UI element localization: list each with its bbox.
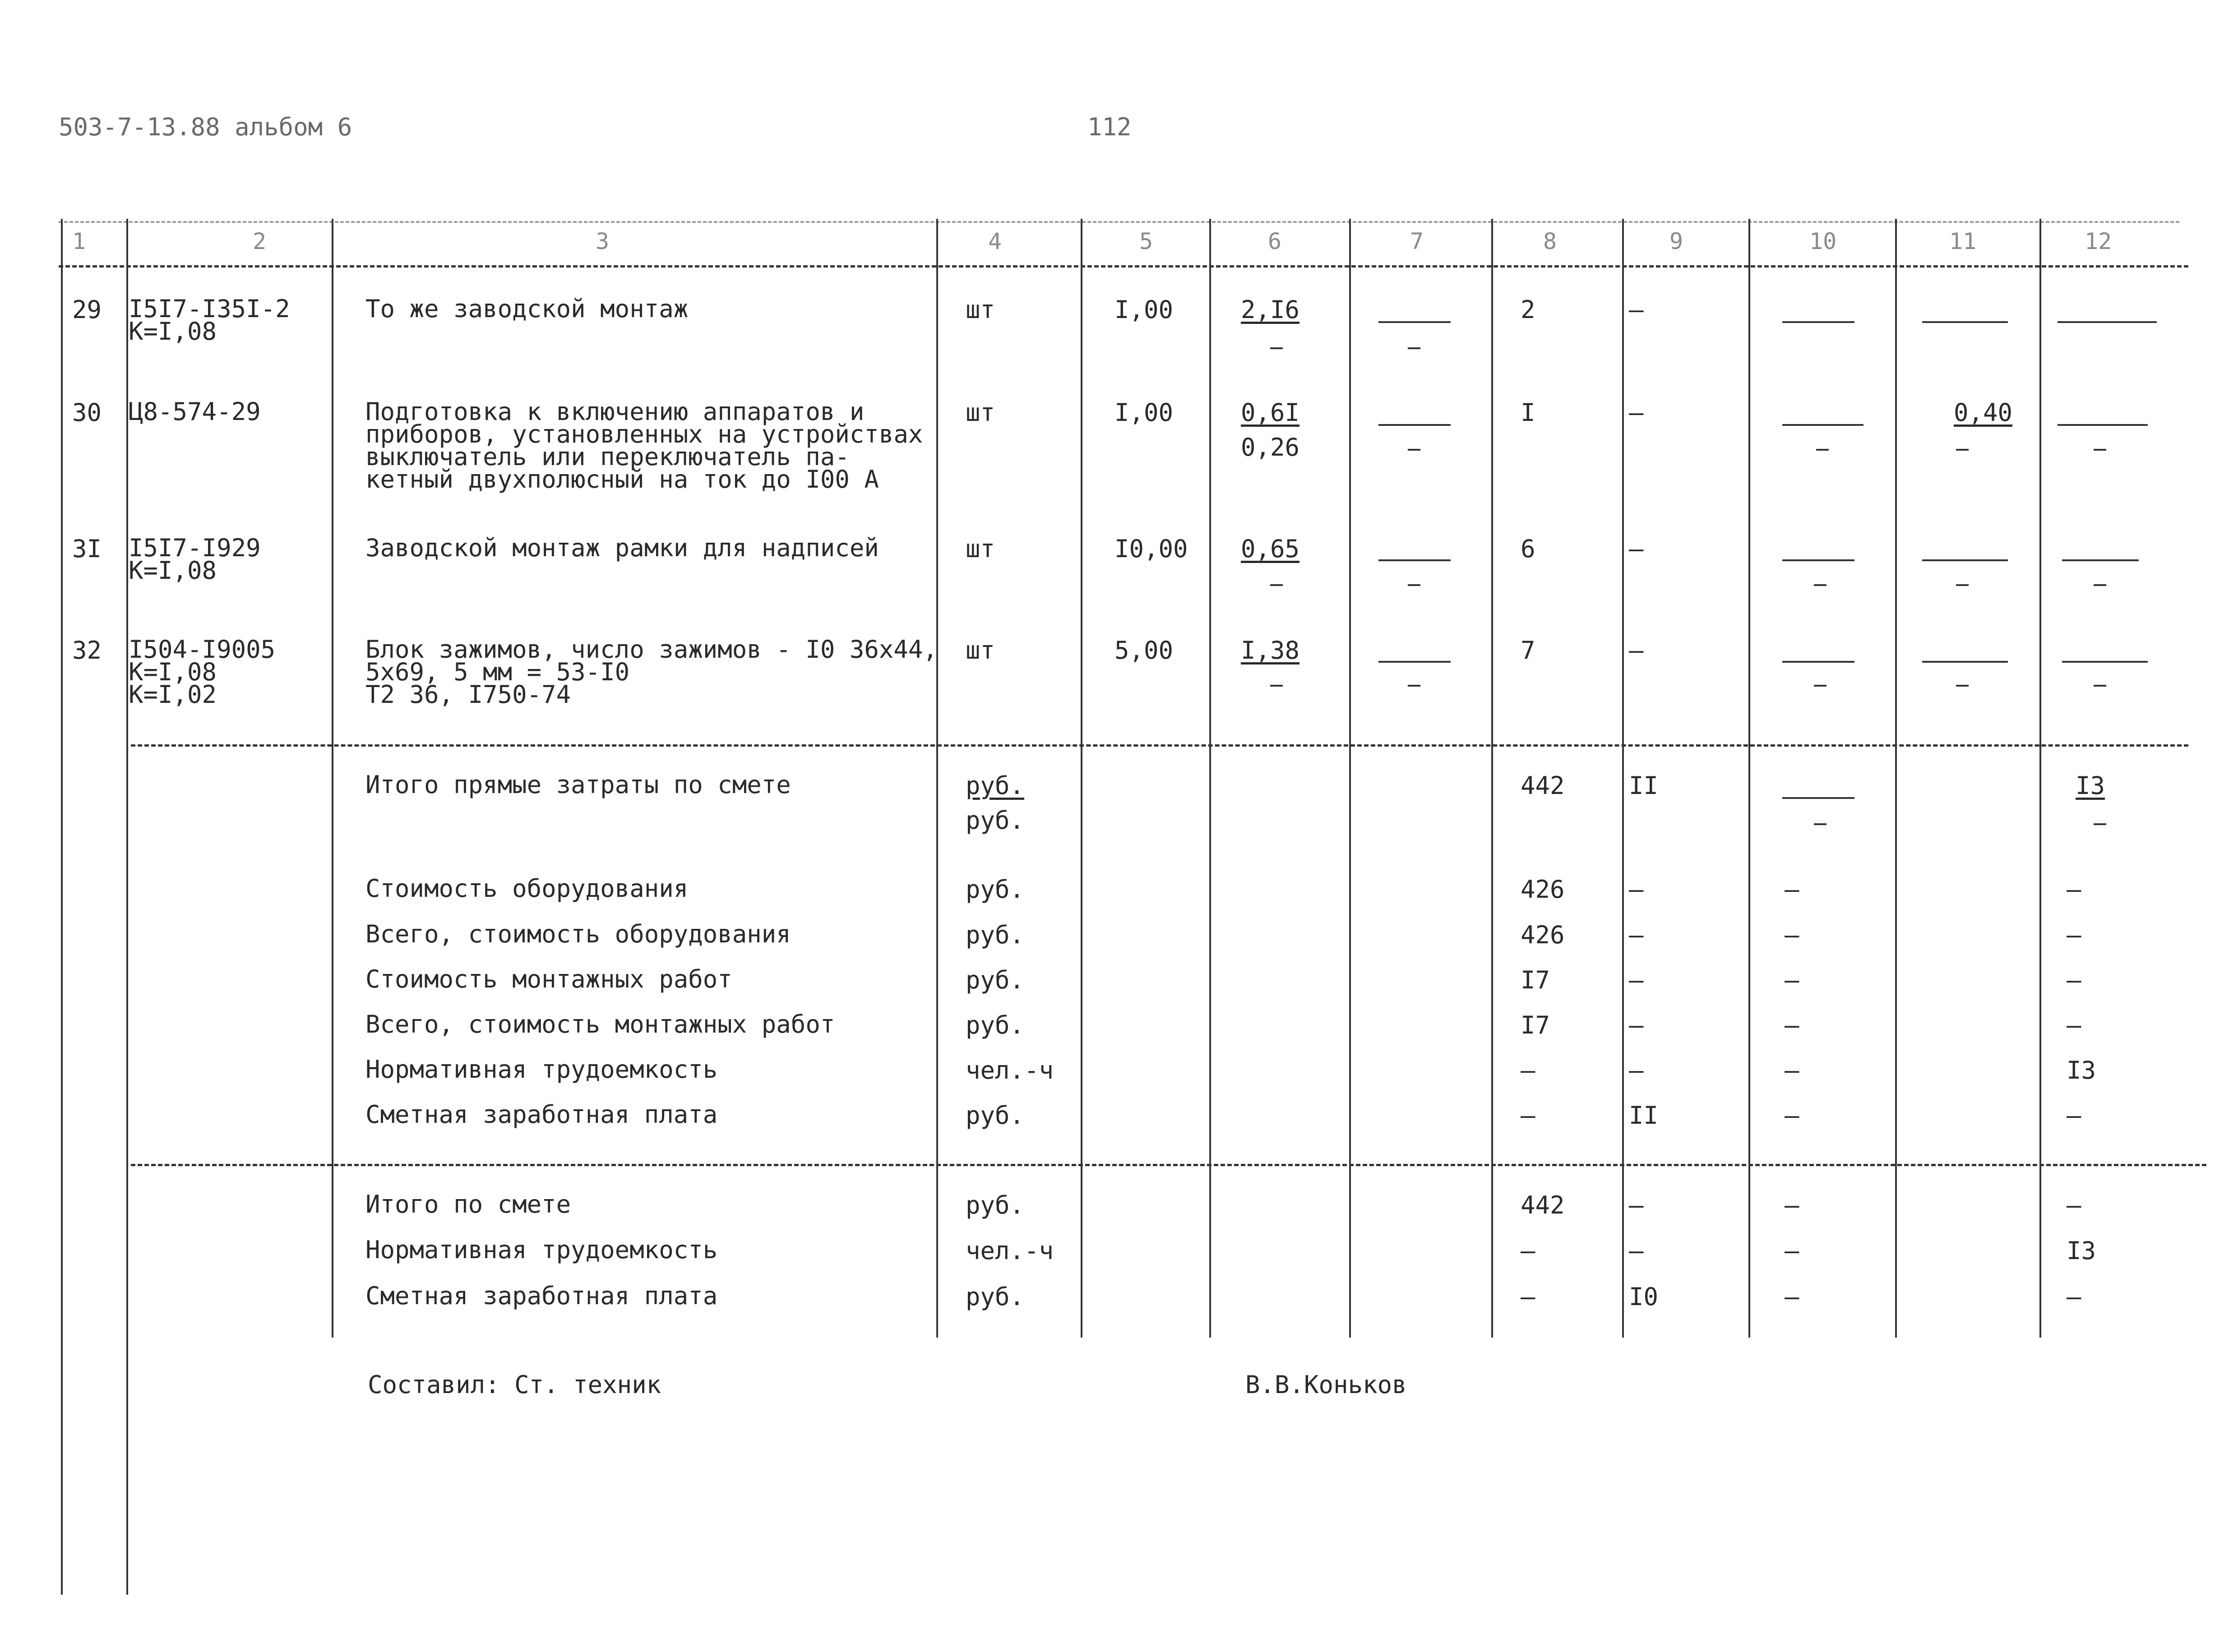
row-c11-bottom-dash: [1956, 685, 1969, 687]
row-c11-fraction: [1922, 559, 2008, 561]
col-head-6: 6: [1268, 228, 1282, 254]
row-c7-bottom-dash: [1408, 347, 1420, 349]
summary-unit: руб.: [966, 921, 1025, 949]
summary-unit: руб.: [966, 1011, 1025, 1039]
row-c11-bottom-dash: [1956, 584, 1969, 586]
document-reference: 503-7-13.88 альбом 6: [59, 113, 352, 141]
summary-c10: –: [1785, 1283, 1799, 1311]
summary-label: Стоимость оборудования: [365, 874, 689, 903]
summary-c12: –: [2067, 1283, 2081, 1311]
col-head-11: 11: [1949, 228, 1977, 254]
summary-c12: –: [2067, 921, 2081, 949]
summary-c8: –: [1521, 1101, 1535, 1130]
summary-c8: I7: [1521, 1011, 1550, 1039]
row-number: 30: [72, 398, 102, 427]
row-c7-fraction: [1378, 661, 1451, 663]
summary-unit-top: руб.: [966, 771, 1025, 800]
summary-c12: –: [2067, 875, 2081, 904]
row-c11-fraction: [1922, 661, 2008, 663]
row-c8: 6: [1521, 535, 1535, 563]
row-unit: шт: [966, 295, 995, 324]
row-qty: I,00: [1114, 398, 1174, 427]
page-number: 112: [1087, 113, 1132, 141]
row-c6-bottom: 0,26: [1241, 433, 1300, 461]
row-code: I5I7-I35I-2 K=I,08: [129, 295, 290, 346]
summary-unit: руб.: [966, 1191, 1025, 1219]
row-c11-bottom-dash: [1956, 449, 1969, 451]
summary-c9: –: [1629, 966, 1644, 994]
summary-c8: 426: [1521, 921, 1565, 949]
summary-label: Сметная заработная плата: [365, 1282, 718, 1310]
row-c6: 0,65: [1241, 535, 1300, 563]
compiled-by-label: Составил: Ст. техник: [368, 1371, 661, 1399]
col-head-1: 1: [72, 228, 86, 254]
row-c8: 7: [1521, 636, 1535, 664]
row-c10-fraction: [1782, 321, 1854, 323]
summary-c8: 426: [1521, 875, 1565, 904]
section-rule-1: [131, 744, 2188, 747]
summary-unit: чел.-ч: [966, 1237, 1054, 1265]
row-c10-fraction: [1782, 661, 1854, 663]
row-c10-bottom-dash: [1814, 685, 1826, 687]
row-c10-bottom-dash: [1816, 449, 1829, 451]
summary-c12: –: [2067, 1101, 2081, 1130]
summary-c8: 442: [1521, 1191, 1565, 1219]
row-c9: –: [1629, 636, 1644, 664]
summary-c9: –: [1629, 1237, 1644, 1265]
summary-c9: II: [1629, 771, 1659, 800]
row-c7-bottom-dash: [1408, 449, 1420, 451]
col-line-9: [1748, 219, 1750, 1338]
summary-c9: –: [1629, 921, 1644, 949]
col-line-6: [1349, 219, 1351, 1338]
row-c12-bottom-dash: [2094, 449, 2106, 451]
row-code: I504-I9005 K=I,08 K=I,02: [129, 635, 276, 709]
row-c7-fraction: [1378, 424, 1451, 426]
col-line-11: [2039, 219, 2041, 1338]
row-unit: шт: [966, 398, 995, 427]
row-c6: 0,6I: [1241, 398, 1300, 427]
row-c6-bottom-dash: [1270, 685, 1283, 687]
col-head-4: 4: [988, 228, 1002, 254]
summary-c8: I7: [1521, 966, 1550, 994]
col-head-10: 10: [1809, 228, 1837, 254]
summary-c12: I3: [2067, 1056, 2096, 1084]
row-c8: I: [1521, 398, 1535, 427]
col-line-4: [1081, 219, 1082, 1338]
row-c7-fraction: [1378, 321, 1451, 323]
summary-label: Сметная заработная плата: [365, 1100, 718, 1129]
summary-label: Нормативная трудоемкость: [365, 1055, 718, 1084]
summary-c8: –: [1521, 1283, 1535, 1311]
row-c7-fraction: [1378, 559, 1451, 561]
summary-c12: –: [2067, 1011, 2081, 1039]
summary-c12: –: [2067, 1191, 2081, 1219]
col-head-3: 3: [596, 228, 610, 254]
summary-label: Итого прямые затраты по смете: [365, 771, 791, 799]
summary-label: Стоимость монтажных работ: [365, 965, 732, 993]
summary-c12: I3: [2076, 771, 2105, 800]
col-head-8: 8: [1543, 228, 1557, 254]
col-line-0: [61, 219, 63, 1595]
row-c7-bottom-dash: [1408, 685, 1420, 687]
summary-c9: –: [1629, 1056, 1644, 1084]
summary-unit-bottom: руб.: [966, 806, 1025, 835]
row-unit: шт: [966, 535, 995, 563]
row-c6-bottom-dash: [1270, 584, 1283, 586]
row-qty: 5,00: [1114, 636, 1174, 664]
summary-c10: –: [1785, 1101, 1799, 1130]
summary-c10: –: [1785, 875, 1799, 904]
row-c12-bottom-dash: [2094, 584, 2106, 586]
summary-c10-bottom-dash: [1814, 823, 1826, 825]
row-c11-fraction: [1922, 321, 2008, 323]
row-code: I5I7-I929 K=I,08: [129, 534, 261, 585]
row-code: Ц8-574-29: [129, 397, 261, 426]
col-line-10: [1895, 219, 1897, 1338]
summary-c9: –: [1629, 875, 1644, 904]
summary-label: Всего, стоимость оборудования: [365, 920, 791, 948]
summary-c10: –: [1785, 921, 1799, 949]
summary-c10: –: [1785, 966, 1799, 994]
summary-unit: руб.: [966, 966, 1025, 994]
row-c10-fraction: [1782, 559, 1854, 561]
summary-c9: I0: [1629, 1283, 1659, 1311]
col-line-8: [1622, 219, 1624, 1338]
col-line-5: [1209, 219, 1211, 1338]
summary-c8: 442: [1521, 771, 1565, 800]
summary-c8: –: [1521, 1056, 1535, 1084]
summary-c12: –: [2067, 966, 2081, 994]
header-top-rule: [59, 221, 2179, 223]
summary-label: Всего, стоимость монтажных работ: [365, 1010, 835, 1038]
row-c12-bottom-dash: [2094, 685, 2106, 687]
row-c12-fraction: [2062, 661, 2148, 663]
header-bottom-rule: [59, 265, 2188, 268]
row-name: То же заводской монтаж: [365, 295, 689, 323]
summary-c10: –: [1785, 1056, 1799, 1084]
col-line-1: [126, 219, 128, 1595]
row-c10-fraction: [1782, 424, 1863, 426]
row-name: Подготовка к включению аппаратов и приборов, установленных на устройствах выключатель или переключатель па- кетный двухполюсный на ток до I00 А: [365, 397, 923, 494]
col-line-2: [332, 219, 333, 1338]
row-c11: 0,40: [1954, 398, 2013, 427]
row-number: 32: [72, 636, 102, 664]
col-head-9: 9: [1669, 228, 1683, 254]
summary-c9: –: [1629, 1191, 1644, 1219]
summary-unit: руб.: [966, 1283, 1025, 1311]
summary-c10: –: [1785, 1237, 1799, 1265]
row-c7-bottom-dash: [1408, 584, 1420, 586]
summary-c10: –: [1785, 1011, 1799, 1039]
col-head-2: 2: [253, 228, 267, 254]
row-c6: 2,I6: [1241, 295, 1300, 324]
summary-c9: II: [1629, 1101, 1659, 1130]
row-c12-fraction: [2058, 424, 2148, 426]
row-number: 3I: [72, 535, 102, 563]
row-qty: I,00: [1114, 295, 1174, 324]
col-head-7: 7: [1410, 228, 1424, 254]
row-c8: 2: [1521, 295, 1535, 324]
row-name: Блок зажимов, число зажимов - I0 36х44, 5х69, 5 мм = 53-I0 Т2 36, I750-74: [365, 635, 938, 709]
summary-unit: чел.-ч: [966, 1056, 1054, 1084]
summary-c10-fraction: [1782, 797, 1854, 799]
col-head-12: 12: [2085, 228, 2112, 254]
row-name: Заводской монтаж рамки для надписей: [365, 534, 879, 562]
summary-label: Нормативная трудоемкость: [365, 1236, 718, 1264]
summary-c9: –: [1629, 1011, 1644, 1039]
section-rule-2: [131, 1164, 2206, 1166]
row-c10-bottom-dash: [1814, 584, 1826, 586]
summary-label: Итого по смете: [365, 1190, 571, 1218]
summary-unit: руб.: [966, 875, 1025, 904]
col-line-3: [936, 219, 938, 1338]
row-unit: шт: [966, 636, 995, 664]
row-c12-fraction: [2058, 321, 2157, 323]
author-name: В.В.Коньков: [1245, 1371, 1407, 1399]
row-c6: I,38: [1241, 636, 1300, 664]
row-c9: –: [1629, 398, 1644, 427]
summary-c10: –: [1785, 1191, 1799, 1219]
summary-unit: руб.: [966, 1101, 1025, 1130]
col-head-5: 5: [1139, 228, 1153, 254]
row-number: 29: [72, 295, 102, 324]
summary-c12-bottom-dash: [2094, 823, 2106, 825]
row-qty: I0,00: [1114, 535, 1188, 563]
row-c9: –: [1629, 295, 1644, 324]
summary-c8: –: [1521, 1237, 1535, 1265]
row-c9: –: [1629, 535, 1644, 563]
row-c12-fraction: [2062, 559, 2139, 561]
summary-c12: I3: [2067, 1237, 2096, 1265]
col-line-7: [1491, 219, 1493, 1338]
row-c6-bottom-dash: [1270, 347, 1283, 349]
